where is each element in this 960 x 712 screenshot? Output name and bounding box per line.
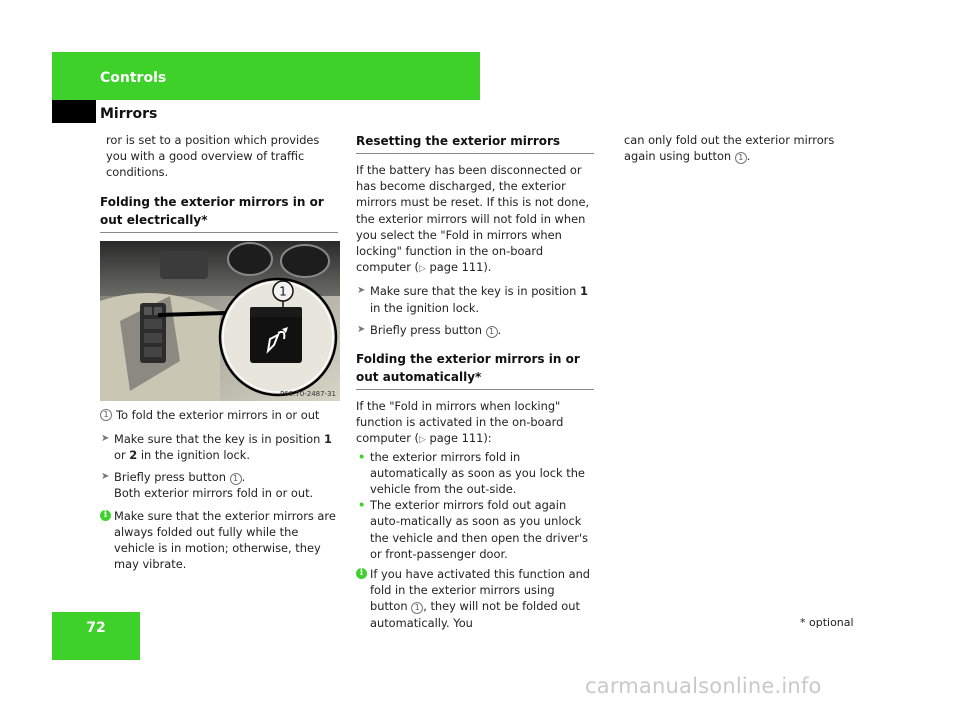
step-text: Briefly press button bbox=[370, 322, 486, 337]
note-text: If you have activated this function and fold in the exterior mirrors using button bbox=[370, 567, 591, 614]
paragraph-text: If the "Fold in mirrors when locking" function is activated in the on-board computer ( bbox=[356, 399, 564, 446]
bullet-text: the exterior mirrors fold in automatically as soon as you lock the vehicle from the out-side. bbox=[370, 449, 585, 497]
heading-resetting-mirrors: Resetting the exterior mirrors bbox=[356, 132, 594, 154]
position-number: 2 bbox=[129, 448, 138, 463]
info-note bbox=[100, 508, 338, 573]
note-text: , they will not be folded out automatically. You bbox=[370, 599, 580, 630]
auto-paragraph bbox=[356, 398, 594, 449]
intro-text: ror is set to a position which provides you with a good overview of traffic conditions. bbox=[106, 133, 320, 180]
bullet-icon: • bbox=[358, 498, 366, 513]
heading-fold-automatically: Folding the exterior mirrors in or out automatically* bbox=[356, 350, 594, 390]
bullet-text: The exterior mirrors fold out again auto-matically as soon as you unlock the vehicle and then open the driver's or front-passenger door. bbox=[370, 498, 589, 561]
page-ref-arrow-icon: ▷ bbox=[419, 435, 426, 446]
callout-number: 1 bbox=[279, 284, 287, 299]
step-key-position bbox=[356, 283, 594, 315]
column-3 bbox=[624, 132, 864, 170]
callout-marker: 1 bbox=[486, 326, 498, 338]
paragraph-text: can only fold out the exterior mirrors again using button bbox=[624, 133, 835, 164]
page-ref-arrow-icon: ▷ bbox=[419, 264, 426, 275]
bullet-icon: • bbox=[358, 449, 366, 464]
callout-marker: 1 bbox=[100, 409, 112, 421]
step-arrow-icon: ➤ bbox=[101, 471, 110, 483]
heading-fold-electrically: Folding the exterior mirrors in or out electrically* bbox=[100, 193, 338, 233]
step-key-position bbox=[100, 431, 338, 463]
step-text: or bbox=[114, 448, 130, 463]
callout-marker: 1 bbox=[230, 473, 242, 485]
section-title: Mirrors bbox=[100, 106, 158, 122]
paragraph-text: If the battery has been disconnected or has become discharged, the exterior mirrors must be reset. If this is not done, the exterior mirrors will not fold in when you select the "Fold in mirrors when locking" function in the on-board computer ( bbox=[356, 163, 590, 275]
position-number: 1 bbox=[323, 431, 332, 446]
figure-code: P68.70-2487-31 bbox=[279, 389, 336, 398]
caption-text: To fold the exterior mirrors in or out bbox=[116, 407, 320, 422]
section-tab bbox=[52, 100, 96, 123]
step-text: . bbox=[241, 470, 246, 485]
figure-caption bbox=[100, 407, 338, 423]
paragraph-text: . bbox=[746, 149, 751, 164]
step-text: Make sure that the key is in position bbox=[370, 284, 580, 299]
list-item bbox=[356, 497, 594, 562]
mirror-switch-photo bbox=[100, 241, 340, 401]
callout-marker: 1 bbox=[411, 602, 423, 614]
paragraph-text: page 111): bbox=[425, 431, 492, 446]
step-text: in the ignition lock. bbox=[137, 448, 250, 463]
step-text: . bbox=[497, 322, 502, 337]
info-note bbox=[356, 566, 594, 631]
continuation-text bbox=[624, 132, 864, 164]
step-text: Briefly press button bbox=[114, 470, 230, 485]
step-arrow-icon: ➤ bbox=[357, 323, 366, 335]
note-text: Make sure that the exterior mirrors are always folded out fully while the vehicle is in motion; otherwise, they may vibrate. bbox=[114, 508, 336, 572]
step-arrow-icon: ➤ bbox=[357, 285, 366, 297]
info-icon: i bbox=[356, 568, 367, 579]
step-text: Make sure that the key is in position bbox=[114, 431, 324, 446]
step-text: in the ignition lock. bbox=[370, 300, 480, 315]
callout-marker: 1 bbox=[735, 152, 747, 164]
page-number: 72 bbox=[86, 620, 106, 636]
door-panel-illustration bbox=[100, 241, 340, 401]
info-icon: i bbox=[100, 510, 111, 521]
list-item bbox=[356, 449, 594, 498]
paragraph-text: page 111). bbox=[425, 260, 492, 275]
step-press-button bbox=[356, 322, 594, 338]
column-2 bbox=[356, 132, 594, 637]
step-result: Both exterior mirrors fold in or out. bbox=[114, 486, 314, 501]
step-arrow-icon: ➤ bbox=[101, 432, 110, 444]
position-number: 1 bbox=[579, 284, 588, 299]
header-title: Controls bbox=[100, 70, 167, 86]
watermark: carmanualsonline.info bbox=[585, 674, 822, 698]
step-press-button bbox=[100, 469, 338, 501]
column-1 bbox=[100, 132, 338, 578]
reset-paragraph bbox=[356, 162, 594, 277]
footnote: * optional bbox=[800, 616, 854, 629]
